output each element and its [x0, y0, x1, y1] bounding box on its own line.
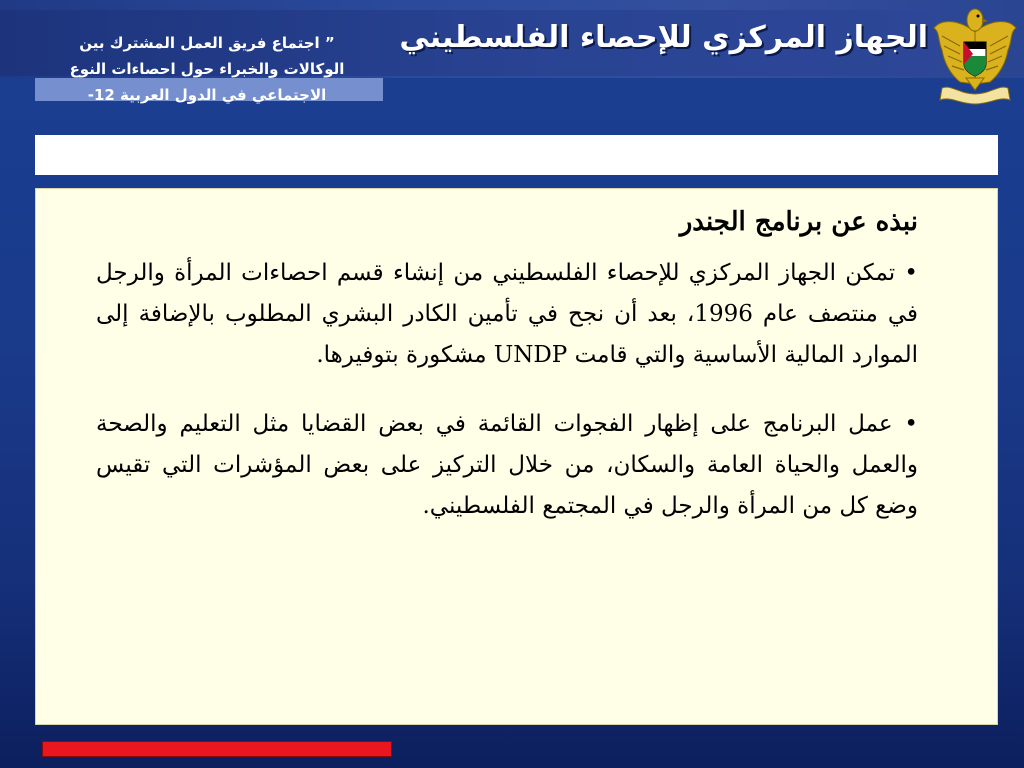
- meeting-title: [22, 30, 392, 108]
- red-footer-bar: [42, 741, 392, 757]
- meeting-title-line-3: الاجتماعي في الدول العربية 12-: [87, 86, 327, 104]
- subtitle-bar: [35, 135, 998, 175]
- page-title: الجهاز المركزي للإحصاء الفلسطيني: [399, 20, 928, 55]
- eagle-emblem-icon: [930, 2, 1020, 110]
- bullet-paragraph-1: • تمكن الجهاز المركزي للإحصاء الفلسطيني من إنشاء قسم احصاءات المرأة والرجل في منتصف عام 1996، بعد أن نجح في تأمين الكادر البشري المطلوب بالإضافة إلى الموارد المالية الأساسية والتي قامت UNDP مشكورة بتوفيرها.: [96, 260, 918, 368]
- content-text: [96, 203, 918, 555]
- content-panel: [35, 188, 998, 725]
- meeting-title-line-2: الوكالات والخبراء حول احصاءات النوع: [69, 60, 345, 78]
- section-heading: نبذه عن برنامج الجندر: [679, 207, 918, 237]
- logo-svg: [930, 2, 1020, 110]
- meeting-title-line-1: ” اجتماع فريق العمل المشترك بين: [79, 34, 335, 52]
- bullet-paragraph-2: • عمل البرنامج على إظهار الفجوات القائمة في بعض القضايا مثل التعليم والصحة والعمل والحياة العامة والسكان، من خلال التركيز على بعض المؤشرات التي تقيس وضع كل من المرأة والرجل في المجتمع الفلسطيني.: [96, 411, 918, 519]
